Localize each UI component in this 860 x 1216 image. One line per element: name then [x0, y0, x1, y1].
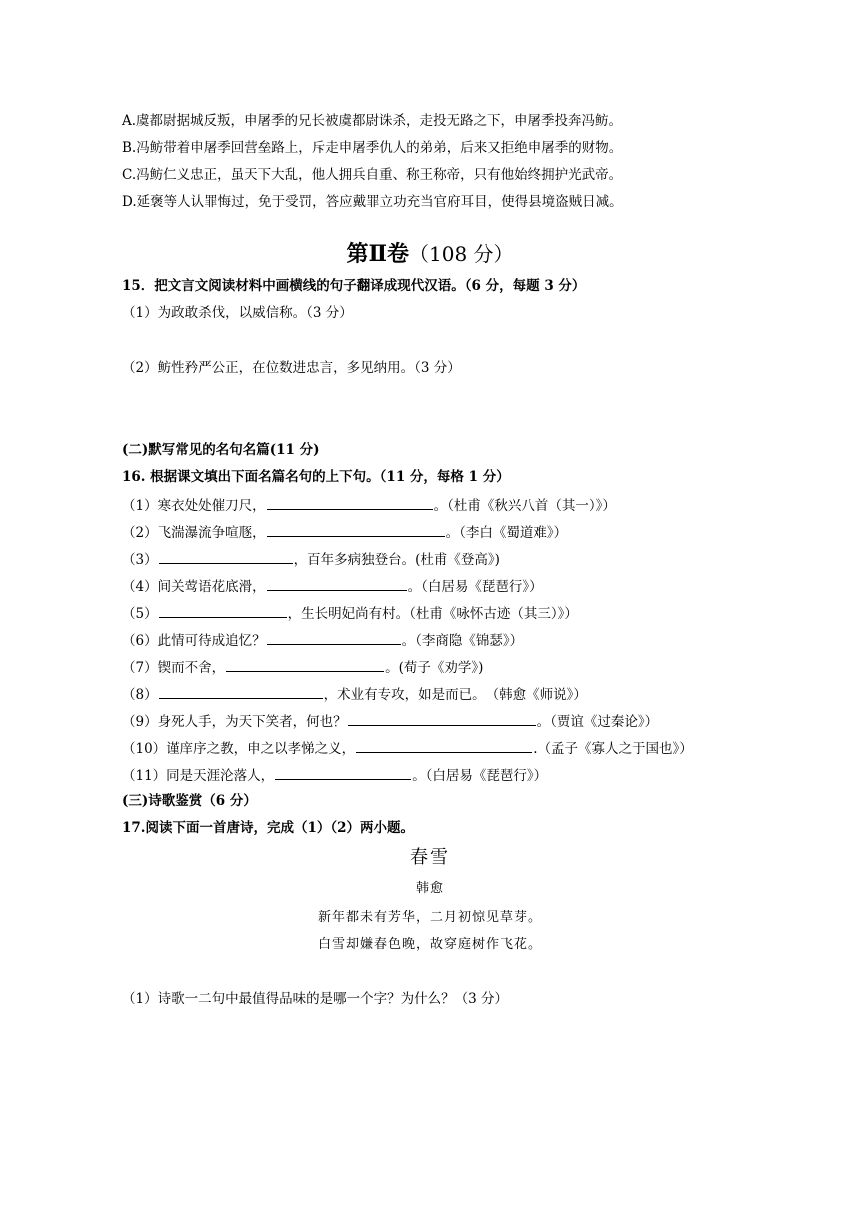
answer-blank[interactable]: [356, 738, 532, 753]
option-c: C.冯鲂仁义忠正，虽天下大乱，他人拥兵自重、称王称帝，只有他始终拥护光武帝。: [122, 167, 623, 183]
q16-item-3: [122, 549, 500, 569]
section-title: [0, 240, 860, 268]
answer-blank[interactable]: [159, 684, 323, 699]
answer-blank[interactable]: [159, 549, 293, 564]
q16-item-4-pre: （4）间关莺语花底滑，: [122, 579, 266, 595]
answer-blank[interactable]: [267, 495, 433, 510]
poem-line-1: 新年都未有芳华，二月初惊见草芽。: [317, 910, 542, 925]
answer-blank[interactable]: [275, 765, 411, 780]
answer-blank[interactable]: [226, 657, 384, 672]
q16-item-9-pre: （9）身死人手，为天下笑者，何也？: [122, 714, 347, 730]
section-title-score: （108 分）: [409, 242, 514, 266]
answer-blank[interactable]: [267, 576, 407, 591]
q16-item-7-pre: （7）锲而不舍，: [122, 660, 226, 676]
q16-item-5-pre: （5）: [122, 606, 158, 622]
q16-item-2-post: 。（李白《蜀道难》）: [445, 525, 568, 541]
answer-blank[interactable]: [348, 711, 536, 726]
q15-prompt: 15．把文言文阅读材料中画横线的句子翻译成现代汉语。（6 分，每题 3 分）: [122, 278, 586, 294]
q16-item-9: [122, 711, 658, 731]
q17-prompt: 17.阅读下面一首唐诗，完成（1）（2）两小题。: [122, 820, 415, 836]
q15-item-2: （2）鲂性矜严公正，在位数进忠言，多见纳用。（3 分）: [122, 360, 461, 376]
q16-item-9-post: 。（贾谊《过秦论》）: [536, 714, 659, 730]
part3-heading: (三)诗歌鉴赏（6 分）: [122, 793, 257, 809]
q16-item-4-post: 。（白居易《琵琶行》）: [407, 579, 543, 595]
q16-item-10-pre: （10）谨庠序之教，申之以孝悌之义，: [122, 741, 356, 757]
q16-item-7-post: 。(荀子《劝学》): [385, 660, 484, 676]
q16-item-5: [122, 603, 578, 623]
q16-item-7: [122, 657, 483, 677]
q15-item-1: （1）为政敢杀伐，以威信称。（3 分）: [122, 305, 353, 321]
q16-item-11-post: 。（白居易《琵琶行》）: [412, 768, 548, 784]
q16-item-6: [122, 630, 523, 650]
q16-item-5-post: ，生长明妃尚有村。（杜甫《咏怀古迹（其三）》）: [287, 606, 578, 622]
q16-item-11-pre: （11）同是天涯沦落人，: [122, 768, 275, 784]
q16-item-4: [122, 576, 543, 596]
option-a: A.虞都尉据城反叛，申屠季的兄长被虞都尉诛杀，走投无路之下，申屠季投奔冯鲂。: [122, 113, 623, 129]
q16-item-2-pre: （2）飞湍瀑流争喧豗，: [122, 525, 266, 541]
q16-item-11: [122, 765, 547, 785]
poem-title: 春雪: [410, 847, 450, 868]
q16-item-8-pre: （8）: [122, 687, 158, 703]
answer-blank[interactable]: [267, 522, 445, 537]
option-d: D.延褒等人认罪悔过，免于受罚，答应戴罪立功充当官府耳目，使得县境盗贼日减。: [122, 194, 623, 210]
q16-item-8: [122, 684, 587, 704]
poem-line-2: 白雪却嫌春色晚，故穿庭树作飞花。: [317, 937, 542, 952]
answer-blank[interactable]: [267, 630, 401, 645]
q16-prompt: 16. 根据课文填出下面名篇名句的上下句。（11 分，每格 1 分）: [122, 469, 510, 485]
q16-item-8-post: ，术业有专攻，如是而已。 （韩愈《师说》）: [323, 687, 587, 703]
q16-item-6-post: 。（李商隐《锦瑟》）: [401, 633, 524, 649]
poem-author: 韩愈: [415, 881, 444, 896]
q16-item-1: [122, 495, 616, 515]
section-title-main: 第Ⅱ卷: [346, 241, 409, 267]
part2-heading: (二)默写常见的名句名篇(11 分): [122, 442, 320, 458]
q16-item-1-post: 。（杜甫《秋兴八首（其一）》）: [433, 498, 616, 514]
option-b: B.冯鲂带着申屠季回营垒路上，斥走申屠季仇人的弟弟，后来又拒绝申屠季的财物。: [122, 140, 623, 156]
q16-item-2: [122, 522, 567, 542]
q16-item-6-pre: （6）此情可待成追忆？: [122, 633, 266, 649]
q16-item-1-pre: （1）寒衣处处催刀尺，: [122, 498, 266, 514]
q16-item-10: [122, 738, 693, 758]
q16-item-10-post: .（孟子《寡人之于国也》）: [533, 741, 693, 757]
q16-item-3-pre: （3）: [122, 552, 158, 568]
q17-item-1: （1）诗歌一二句中最值得品味的是哪一个字？为什么？（3 分）: [122, 991, 508, 1007]
answer-blank[interactable]: [159, 603, 287, 618]
q16-item-3-post: ，百年多病独登台。(杜甫《登高》): [293, 552, 500, 568]
